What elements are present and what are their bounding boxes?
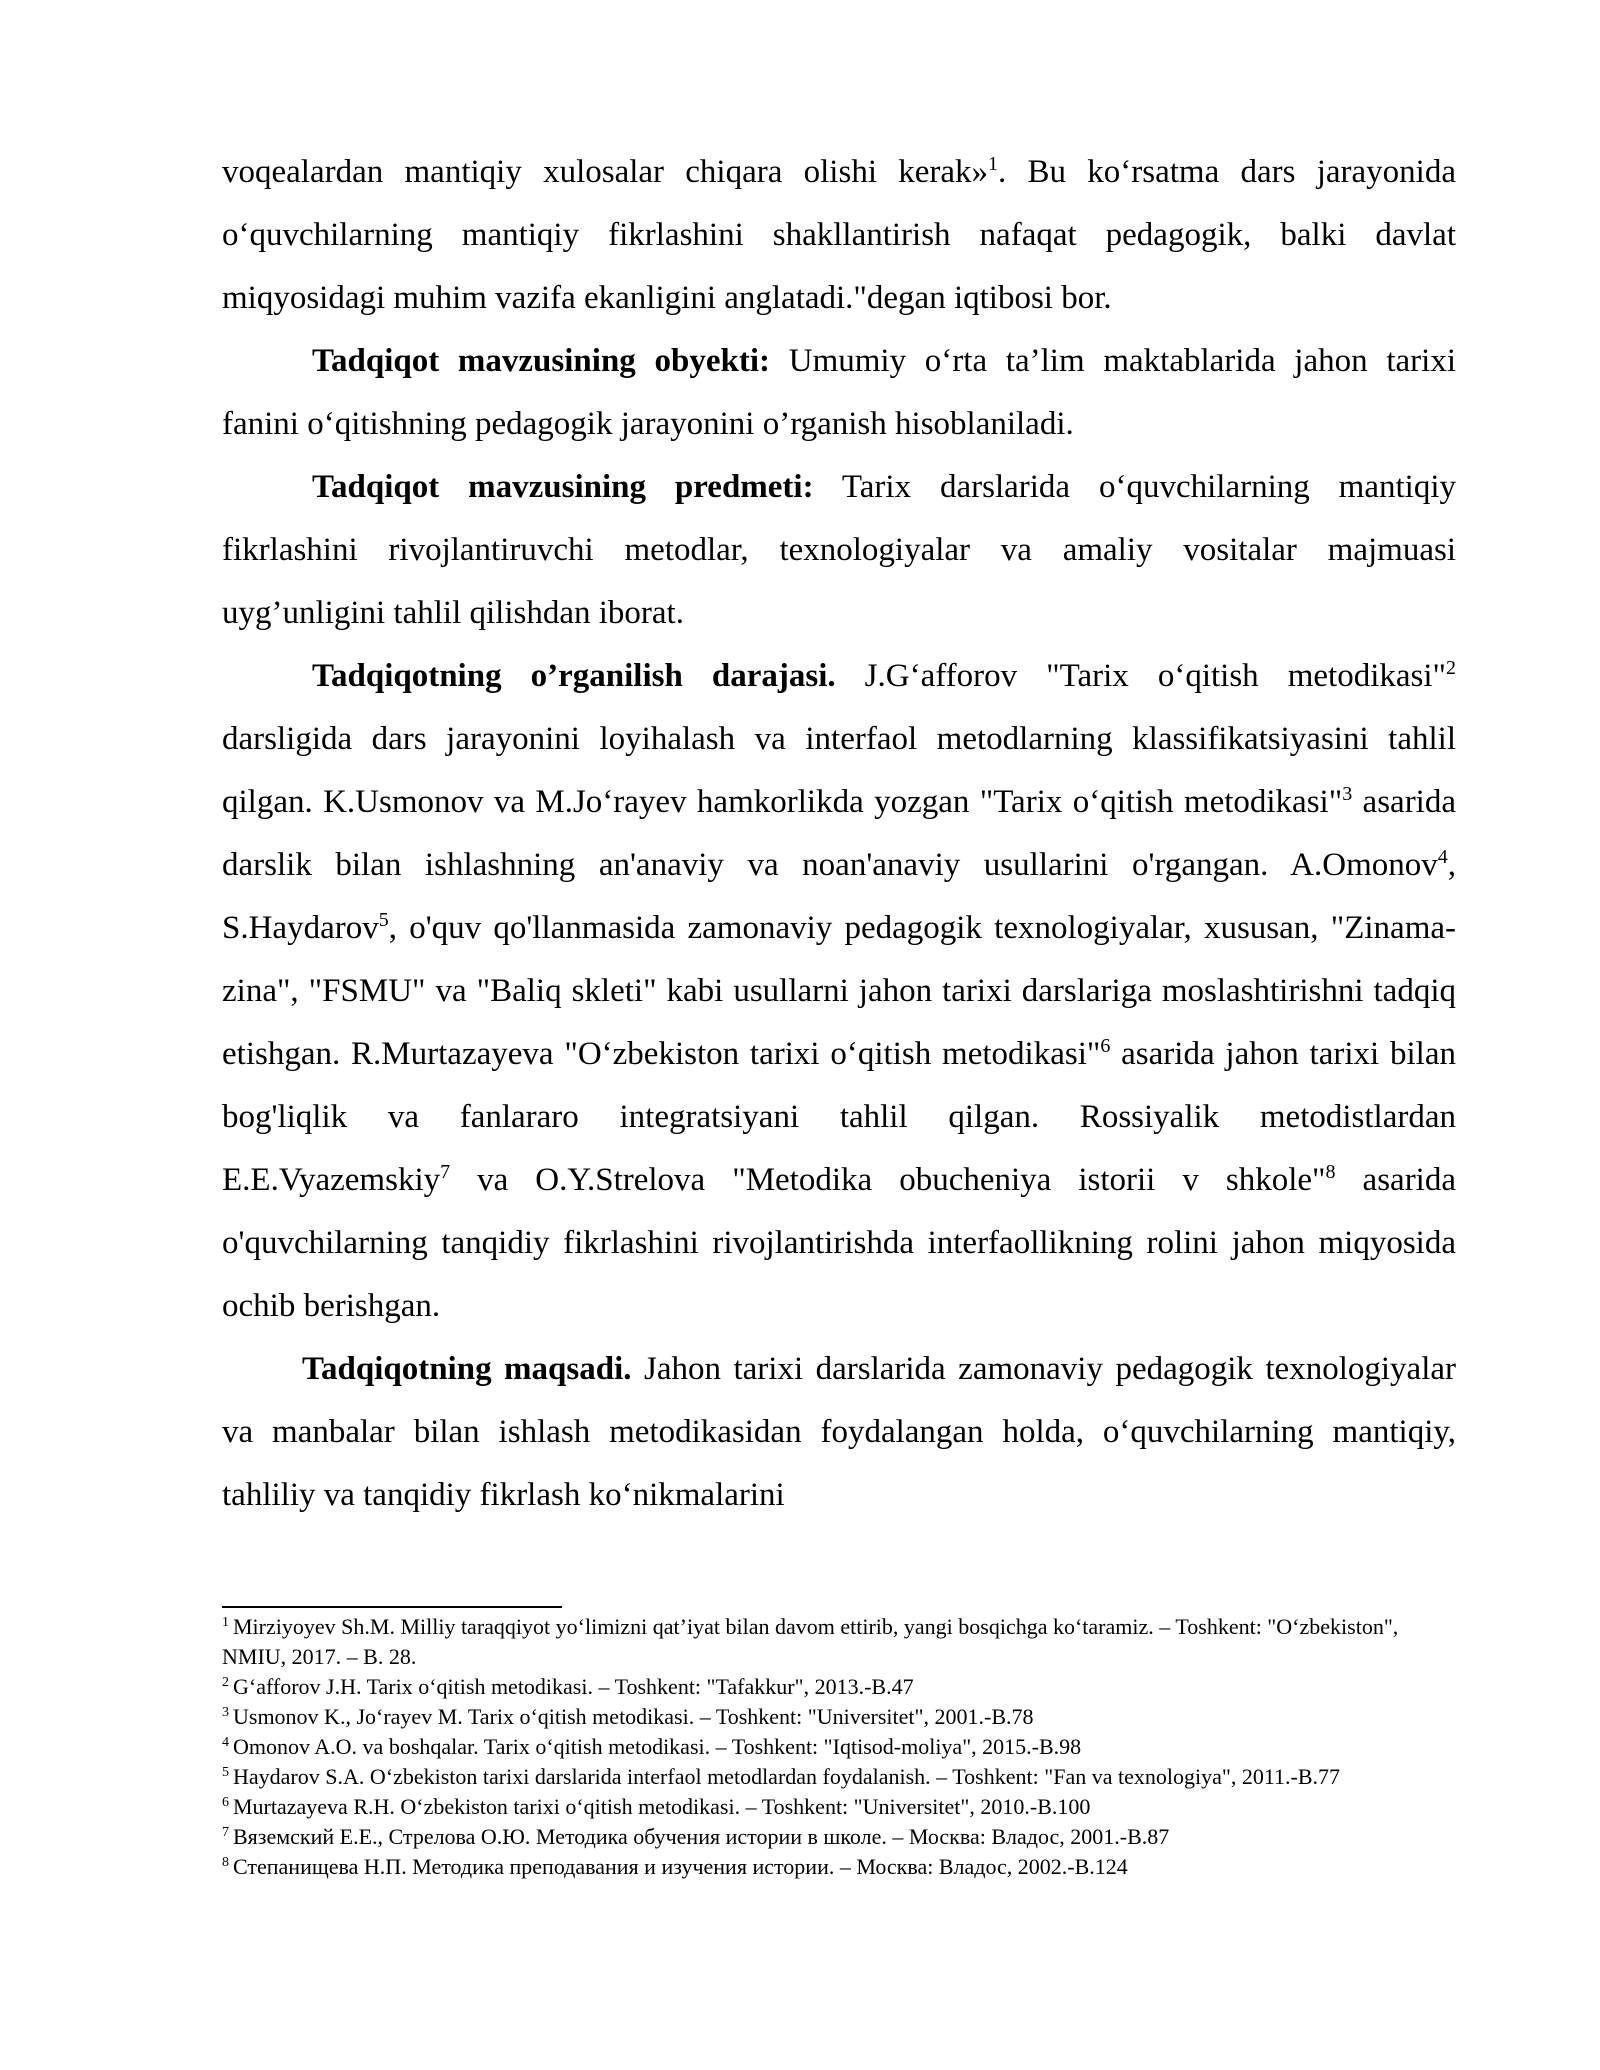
- text-run: , o'quv qo'llanmasida zamonaviy pedagogik texnologiyalar, xususan, "Zinama-zina", "FSMU" va "Baliq skleti" kabi usullarni jahon tarixi darslariga moslashtirishni tadqiq etishgan. R.Murtazayeva "O‘zbekiston tarixi o‘qitish metodikasi": [222, 910, 1456, 1072]
- footnote-number: 7: [222, 1824, 229, 1840]
- footnote-separator: [222, 1606, 562, 1608]
- footnote-ref-6[interactable]: 6: [1100, 1035, 1111, 1057]
- footnote-item: [222, 1822, 1456, 1852]
- text-run: , S.Haydarov: [222, 847, 1456, 946]
- text-run: asarida darslik bilan ishlashning an'anaviy va noan'anaviy usullarini o'rgangan. A.Omonov: [222, 784, 1456, 883]
- footnote-ref-4[interactable]: 4: [1437, 846, 1448, 868]
- footnote-number: 4: [222, 1734, 229, 1750]
- footnote-number: 6: [222, 1794, 229, 1810]
- text-run: asarida jahon tarixi bilan bog'liqlik va fanlararo integratsiyani tahlil qilgan. Rossiyalik metodistlardan E.E.Vyazemskiy: [222, 1036, 1456, 1198]
- section-heading-study-level: Tadqiqotning o’rganilish darajasi.: [312, 658, 836, 694]
- footnote-ref-5[interactable]: 5: [378, 909, 389, 931]
- footnote-item: [222, 1852, 1456, 1882]
- footnote-item: [222, 1762, 1456, 1792]
- footnote-ref-1[interactable]: 1: [988, 153, 999, 175]
- paragraph-goal: [222, 1338, 1456, 1527]
- footnote-text: Степанищева Н.П. Методика преподавания и изучения истории. – Москва: Владос, 2002.-B.124: [233, 1854, 1128, 1879]
- text-run: J.G‘afforov "Tarix o‘qitish metodikasi": [835, 658, 1447, 694]
- body-text: [222, 141, 1456, 1527]
- footnote-item: [222, 1672, 1456, 1702]
- footnote-item: [222, 1792, 1456, 1822]
- footnote-text: Haydarov S.A. O‘zbekiston tarixi darslarida interfaol metodlardan foydalanish. – Toshkent: "Fan va texnologiya", 2011.-B.77: [233, 1764, 1341, 1789]
- footnote-ref-7[interactable]: 7: [440, 1161, 451, 1183]
- footnote-number: 2: [222, 1674, 229, 1690]
- text-run: Tarix darslarida o‘quvchilarning mantiqiy fikrlashini rivojlantiruvchi metodlar, texnologiyalar va amaliy vositalar majmuasi uyg’unligini tahlil qilishdan iborat.: [222, 469, 1456, 631]
- text-run: Jahon tarixi darslarida zamonaviy pedagogik texnologiyalar va manbalar bilan ishlash metodikasidan foydalangan holda, o‘quvchilarning mantiqiy, tahliliy va tanqidiy fikrlash ko‘nikmalarini: [222, 1351, 1456, 1513]
- paragraph-study-level: [222, 645, 1456, 1338]
- paragraph-object: [222, 330, 1456, 456]
- footnote-text: G‘afforov J.H. Tarix o‘qitish metodikasi. – Toshkent: "Tafakkur", 2013.-B.47: [233, 1674, 914, 1699]
- footnote-number: 8: [222, 1854, 229, 1870]
- footnotes: [222, 1612, 1456, 1882]
- text-run: voqealardan mantiqiy xulosalar chiqara olishi kerak»: [222, 154, 989, 190]
- footnote-text: Murtazayeva R.H. O‘zbekiston tarixi o‘qitish metodikasi. – Toshkent: "Universitet", 2010.-B.100: [233, 1794, 1091, 1819]
- footnote-text: Mirziyoyev Sh.M. Milliy taraqqiyot yo‘limizni qat’iyat bilan davom ettirib, yangi bosqichga ko‘taramiz. – Toshkent: "O‘zbekiston", NMIU, 2017. – B. 28.: [222, 1614, 1399, 1669]
- text-run: va O.Y.Strelova "Metodika obucheniya istorii v shkole": [450, 1162, 1326, 1198]
- footnote-item: [222, 1612, 1456, 1672]
- footnote-text: Omonov A.O. va boshqalar. Tarix o‘qitish metodikasi. – Toshkent: "Iqtisod-moliya", 2015.-B.98: [233, 1734, 1082, 1759]
- paragraph-quote-end: [222, 141, 1456, 330]
- text-run: asarida o'quvchilarning tanqidiy fikrlashini rivojlantirishda interfaollikning rolini jahon miqyosida ochib berishgan.: [222, 1162, 1456, 1324]
- footnote-number: 1: [222, 1614, 229, 1630]
- text-run: . Bu ko‘rsatma dars jarayonida o‘quvchilarning mantiqiy fikrlashini shakllantirish nafaqat pedagogik, balki davlat miqyosidagi muhim vazifa ekanligini anglatadi."degan iqtibosi bor.: [222, 154, 1456, 316]
- footnote-ref-8[interactable]: 8: [1325, 1161, 1336, 1183]
- footnote-ref-2[interactable]: 2: [1446, 657, 1457, 679]
- footnote-text: Usmonov K., Jo‘rayev M. Tarix o‘qitish metodikasi. – Toshkent: "Universitet", 2001.-B.78: [233, 1704, 1034, 1729]
- section-heading-object: Tadqiqot mavzusining obyekti:: [312, 343, 771, 379]
- text-run: Umumiy o‘rta ta’lim maktablarida jahon tarixi fanini o‘qitishning pedagogik jarayonini o’rganish hisoblaniladi.: [222, 343, 1456, 442]
- section-heading-subject: Tadqiqot mavzusining predmeti:: [312, 469, 814, 505]
- footnote-number: 3: [222, 1704, 229, 1720]
- paragraph-subject: [222, 456, 1456, 645]
- section-heading-goal: Tadqiqotning maqsadi.: [302, 1351, 632, 1387]
- footnote-item: [222, 1732, 1456, 1762]
- footnote-number: 5: [222, 1764, 229, 1780]
- text-run: darsligida dars jarayonini loyihalash va interfaol metodlarning klassifikatsiyasini tahlil qilgan. K.Usmonov va M.Jo‘rayev hamkorlikda yozgan "Tarix o‘qitish metodikasi": [222, 721, 1456, 820]
- footnote-item: [222, 1702, 1456, 1732]
- footnote-ref-3[interactable]: 3: [1342, 783, 1353, 805]
- footnote-text: Вяземский Е.Е., Стрелова О.Ю. Методика обучения истории в школе. – Москва: Владос, 2001.-B.87: [233, 1824, 1170, 1849]
